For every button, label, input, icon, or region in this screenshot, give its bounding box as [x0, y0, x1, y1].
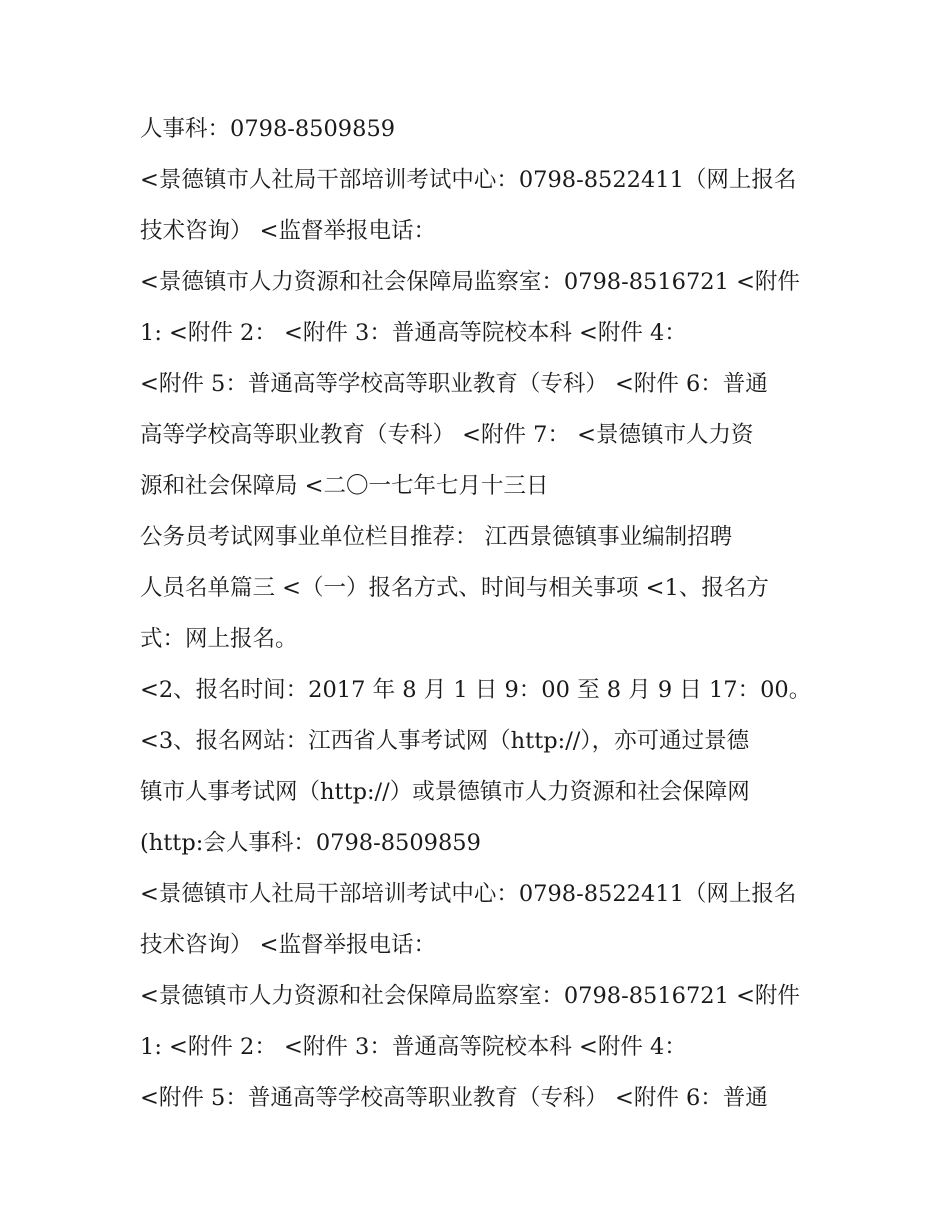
text-line: 高等学校高等职业教育（专科） <附件 7： <景德镇市人力资 — [140, 422, 754, 448]
text-line: <景德镇市人力资源和社会保障局监察室：0798-8516721 <附件 — [140, 983, 800, 1009]
text-line: 人事科：0798-8509859 — [140, 116, 396, 142]
text-line: <3、报名网站：江西省人事考试网（http://），亦可通过景德 — [140, 728, 750, 754]
text-line: 镇市人事考试网（http://）或景德镇市人力资源和社会保障网 — [140, 779, 750, 805]
text-line: 公务员考试网事业单位栏目推荐： 江西景德镇事业编制招聘 — [140, 524, 733, 550]
text-line: 技术咨询） <监督举报电话： — [140, 218, 437, 244]
text-line: <景德镇市人社局干部培训考试中心：0798-8522411（网上报名 — [140, 167, 797, 193]
text-line: <2、报名时间：2017 年 8 月 1 日 9：00 至 8 月 9 日 17：00。 — [140, 677, 812, 703]
text-line: <附件 5：普通高等学校高等职业教育（专科） <附件 6：普通 — [140, 1085, 768, 1111]
text-line: <景德镇市人社局干部培训考试中心：0798-8522411（网上报名 — [140, 881, 797, 907]
text-line: 技术咨询） <监督举报电话： — [140, 932, 437, 958]
text-line: 1: <附件 2： <附件 3：普通高等院校本科 <附件 4： — [140, 1034, 687, 1060]
text-line: <景德镇市人力资源和社会保障局监察室：0798-8516721 <附件 — [140, 269, 800, 295]
text-line: 式：网上报名。 — [140, 626, 298, 652]
text-line: (http:会人事科：0798-8509859 — [140, 830, 481, 856]
text-line: 源和社会保障局 <二〇一七年七月十三日 — [140, 473, 549, 499]
text-line: 人员名单篇三 <（一）报名方式、时间与相关事项 <1、报名方 — [140, 575, 769, 601]
text-line: 1: <附件 2： <附件 3：普通高等院校本科 <附件 4： — [140, 320, 687, 346]
document-body — [140, 104, 820, 1124]
text-line: <附件 5：普通高等学校高等职业教育（专科） <附件 6：普通 — [140, 371, 768, 397]
